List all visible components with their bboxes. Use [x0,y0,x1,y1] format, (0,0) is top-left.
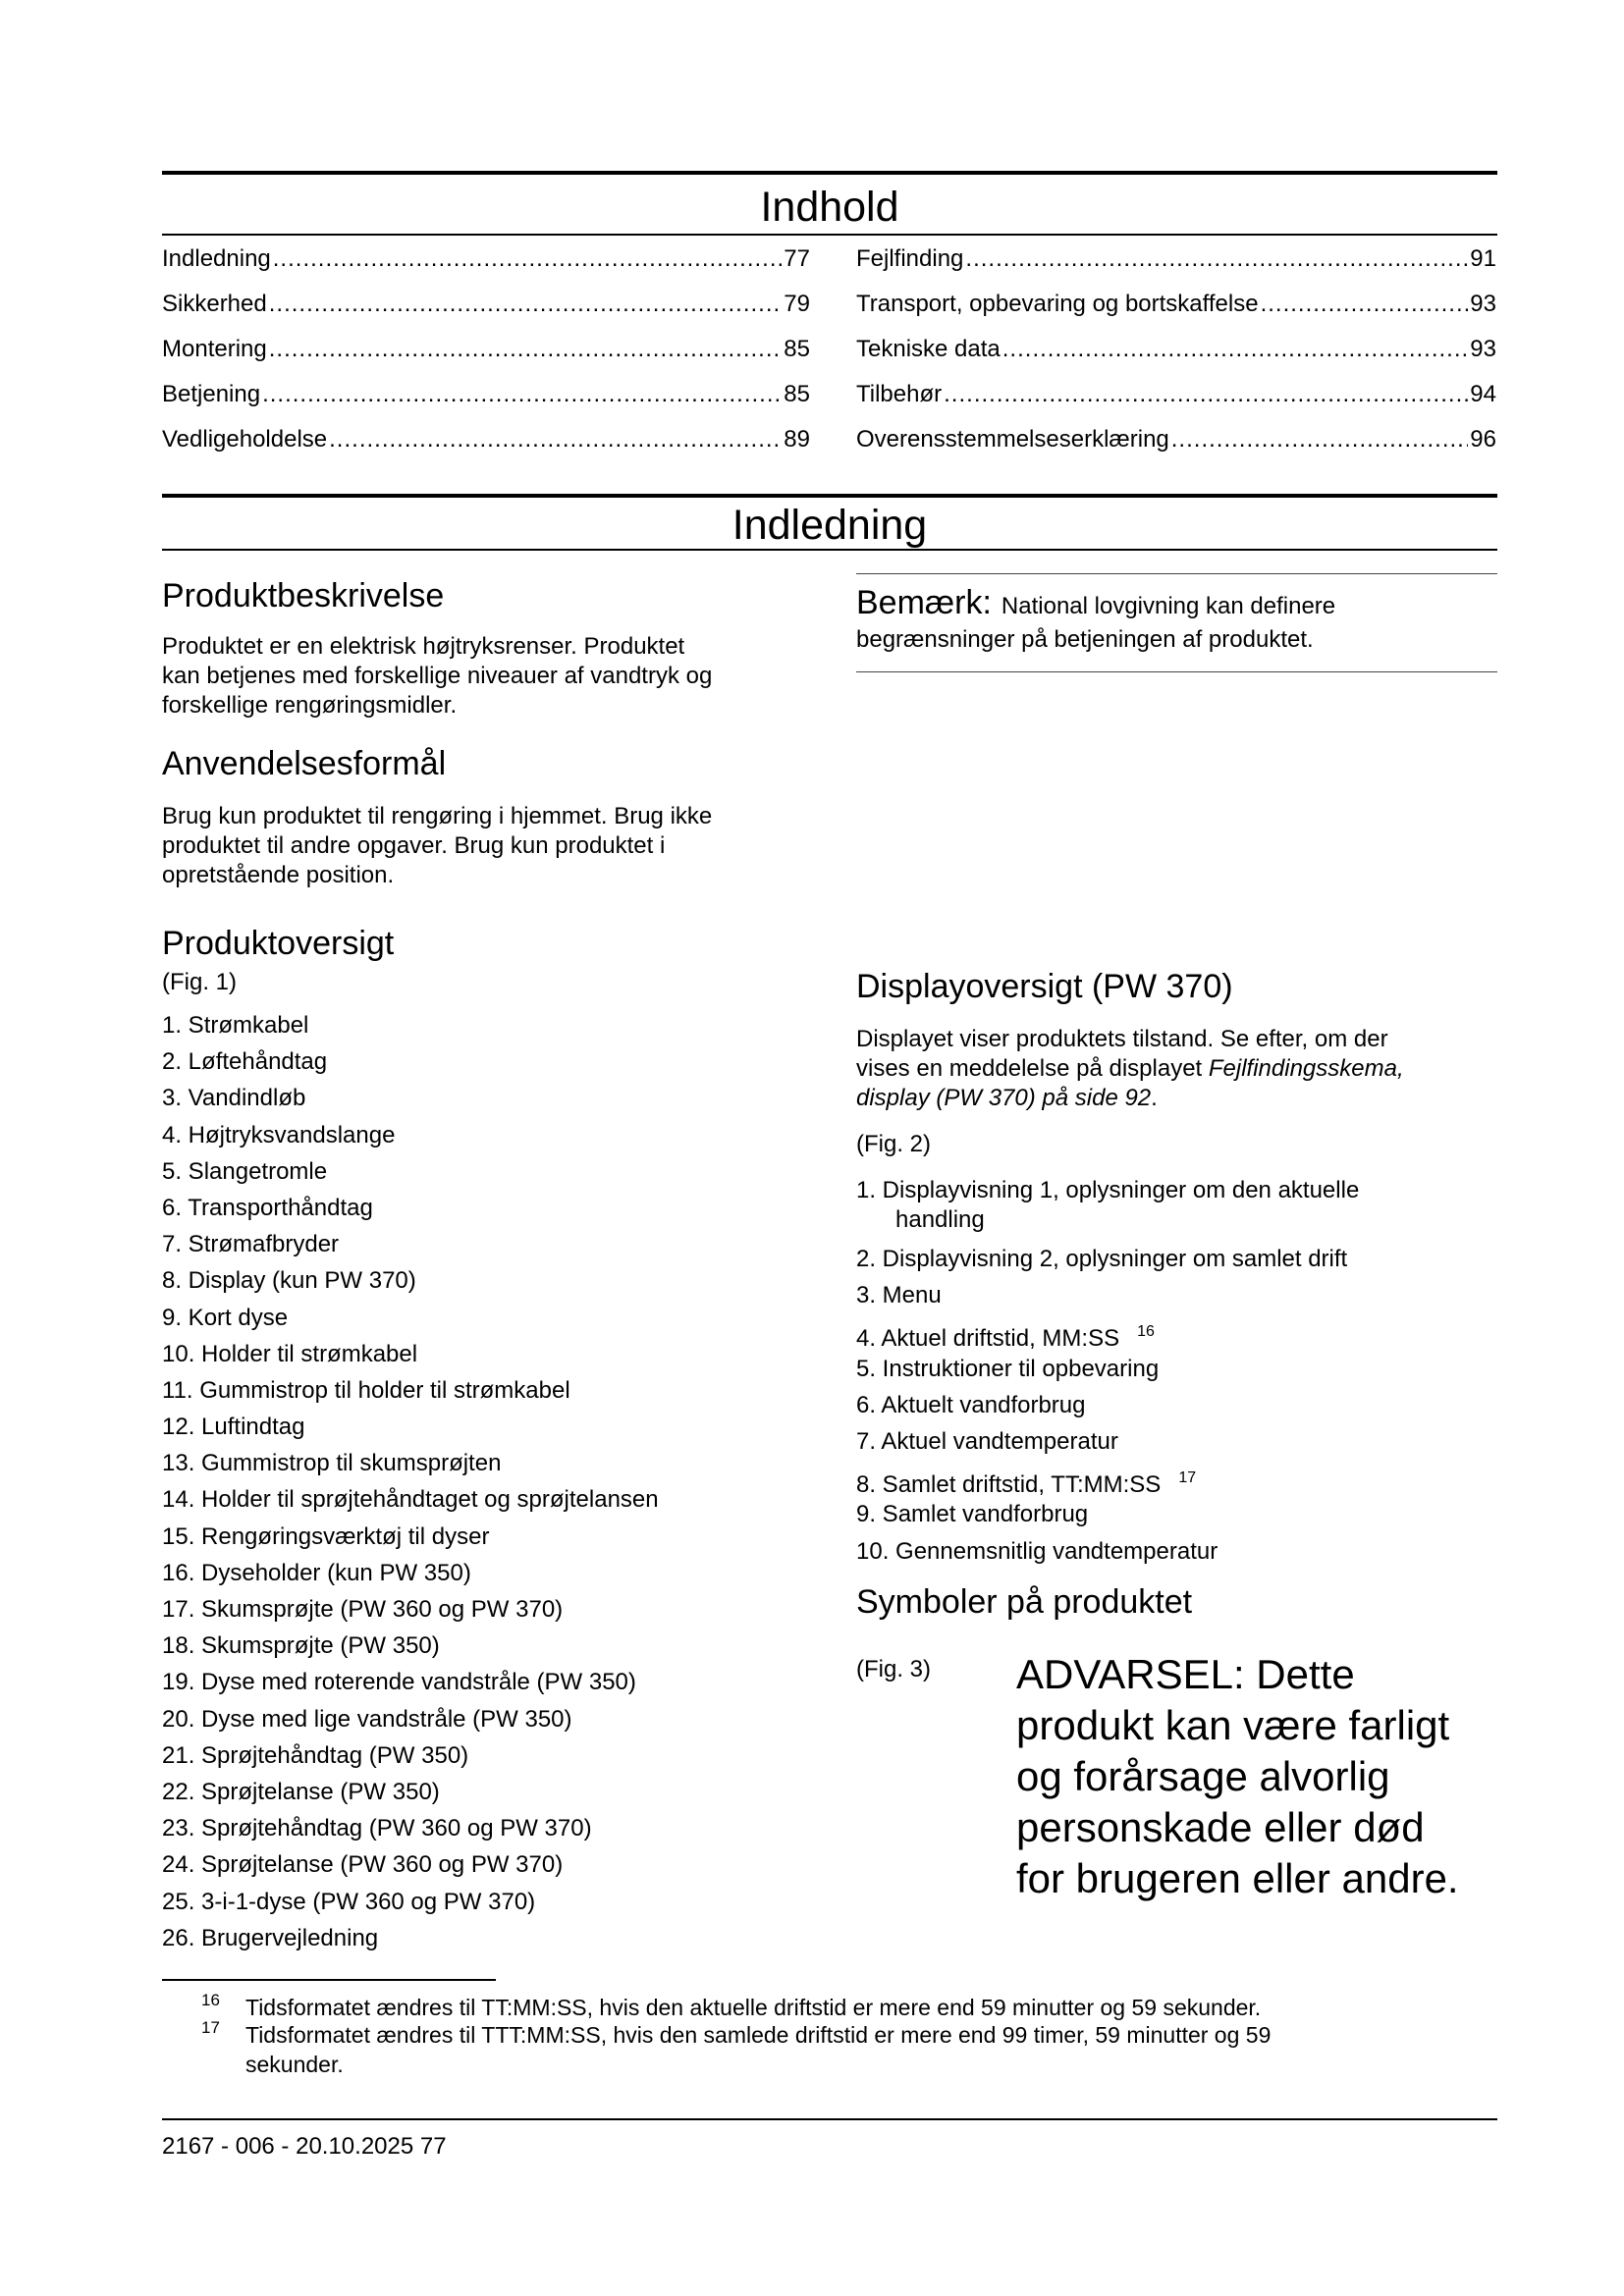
list-item: 4. Højtryksvandslange [162,1121,396,1148]
anvendelse-heading: Anvendelsesformål [162,745,447,782]
anvendelse-text: Brug kun produktet til rengøring i hjemmet. Brug ikke produktet til andre opgaver. Brug kun produktet i opretstående position. [162,803,713,888]
list-item: 2. Displayvisning 2, oplysninger om samlet drift [856,1246,1348,1272]
footer-text: 2167 - 006 - 20.10.2025 77 [162,2133,447,2160]
footnote-separator [162,1979,496,1981]
list-item: 5. Slangetromle [162,1157,328,1185]
list-item: 9. Samlet vandforbrug [856,1501,1089,1528]
list-item: 25. 3-i-1-dyse (PW 360 og PW 370) [162,1888,536,1915]
list-item: 3. Vandindløb [162,1085,306,1112]
list-item: 10. Holder til strømkabel [162,1340,418,1367]
list-item: 22. Sprøjtelanse (PW 350) [162,1778,440,1805]
list-item: 1. Strømkabel [162,1012,309,1039]
produktbeskrivelse-heading: Produktbeskrivelse [162,577,445,614]
list-item: 4. Aktuel driftstid, MM:SS $^{16}$ [856,1323,1155,1353]
footnote-number: 17 [201,2018,220,2037]
list-item: 6. Transporthåndtag [162,1194,373,1221]
list-item: 12. Luftindtag [162,1414,305,1441]
chapter-top-rule [162,494,1497,498]
list-item: 8. Samlet driftstid, TT:MM:SS $^{17}$ [856,1469,1197,1499]
toc-entry[interactable]: Indledning ..... 77 [162,245,810,291]
list-item: 20. Dyse med lige vandstråle (PW 350) [162,1705,572,1733]
list-item: 10. Gennemsnitlig vandtemperatur [856,1537,1218,1565]
toc-entry[interactable]: Vedligeholdelse ..... 89 [162,426,810,471]
toc-right-column [856,245,1496,471]
cross-reference-link[interactable]: Fejlfindingsskema, [1208,1055,1404,1082]
list-item: 7. Aktuel vandtemperatur [856,1427,1118,1455]
note-text-line1: National lovgivning kan definere [1001,593,1336,619]
toc-title-rule [162,234,1497,236]
list-item: 16. Dyseholder (kun PW 350) [162,1559,471,1586]
chapter-title: Indledning [731,502,928,549]
list-item: 14. Holder til sprøjtehåndtaget og sprøjtelansen [162,1486,659,1514]
footnote-number: 16 [201,1991,220,2009]
toc-entry[interactable]: Montering ..... 85 [162,336,810,381]
toc-left-column [162,245,810,471]
list-item: 8. Display (kun PW 370) [162,1267,416,1295]
toc-title: Indhold [760,184,899,231]
produktoversigt-fig-ref: (Fig. 1) [162,969,238,995]
produktoversigt-heading: Produktoversigt [162,925,395,962]
list-item: 15. Rengøringsværktøj til dyser [162,1522,490,1550]
toc-top-rule [162,171,1497,175]
footnote-ref-17[interactable]: 17 [1178,1469,1197,1487]
toc-entry[interactable]: Betjening ..... 85 [162,381,810,426]
list-item: 23. Sprøjtehåndtag (PW 360 og PW 370) [162,1815,592,1842]
toc-entry[interactable]: Transport, opbevaring og bortskaffelse ..... 93 [856,291,1496,336]
note-bottom-rule [856,671,1497,672]
toc-entry[interactable]: Sikkerhed ..... 79 [162,291,810,336]
toc-entry[interactable]: Fejlfinding ..... 91 [856,245,1496,291]
toc-entry[interactable]: Overensstemmelseserklæring ..... 96 [856,426,1496,471]
produktoversigt-list [162,1011,659,1960]
symboler-heading: Symboler på produktet [856,1583,1193,1621]
list-item: 17. Skumsprøjte (PW 360 og PW 370) [162,1596,564,1623]
footnote-text: Tidsformatet ændres til TTT:MM:SS, hvis den samlede driftstid er mere end 99 timer, 59 minutter og 59 sekunder. [245,2022,1272,2077]
toc-entry[interactable]: Tekniske data ..... 93 [856,336,1496,381]
list-item: 26. Brugervejledning [162,1924,379,1951]
list-item: 9. Kort dyse [162,1304,289,1331]
footer-rule [162,2118,1497,2120]
warning-text: ADVARSEL: Dette produkt kan være farligt og forårsage alvorlig personskade eller død for brugeren eller andre. [1016,1651,1459,1901]
footnote-text: Tidsformatet ændres til TT:MM:SS, hvis den aktuelle driftstid er mere end 59 minutter og 59 sekunder. [245,1995,1262,2020]
list-item: 3. Menu [856,1282,942,1309]
list-item: 2. Løftehåndtag [162,1048,328,1076]
list-item: 5. Instruktioner til opbevaring [856,1355,1160,1382]
list-item: 24. Sprøjtelanse (PW 360 og PW 370) [162,1851,564,1879]
toc-entry[interactable]: Tilbehør ..... 94 [856,381,1496,426]
symboler-fig-ref: (Fig. 3) [856,1656,932,1682]
display-list-item-1: 1. Displayvisning 1, oplysninger om den aktuelle handling [856,1177,1360,1233]
displayoversigt-text: Displayet viser produktets tilstand. Se efter, om der vises en meddelelse på displayet Fejlfindingsskema, display (PW 370) på side 92. [856,1026,1404,1111]
displayoversigt-list [856,1245,1347,1574]
list-item: 21. Sprøjtehåndtag (PW 350) [162,1741,469,1769]
chapter-title-rule [162,549,1497,551]
list-item: 18. Skumsprøjte (PW 350) [162,1632,440,1660]
list-item: 19. Dyse med roterende vandstråle (PW 350) [162,1669,636,1696]
footnote-ref-16[interactable]: 16 [1137,1323,1155,1341]
note-text-line2: begrænsninger på betjeningen af produktet. [856,626,1314,653]
list-item: 7. Strømafbryder [162,1231,340,1258]
cross-reference-link-cont[interactable]: display (PW 370) på side 92 [856,1085,1152,1111]
note-top-rule [856,573,1497,574]
list-item: 6. Aktuelt vandforbrug [856,1391,1086,1418]
list-item: 13. Gummistrop til skumsprøjten [162,1450,502,1477]
list-item: 11. Gummistrop til holder til strømkabel [162,1376,570,1404]
displayoversigt-heading: Displayoversigt (PW 370) [856,968,1233,1005]
note-box [856,583,1497,655]
note-label: Bemærk: [856,584,992,621]
produktbeskrivelse-text: Produktet er en elektrisk højtryksrenser. Produktet kan betjenes med forskellige niveauer af vandtryk og forskellige rengøringsmidler. [162,633,713,719]
displayoversigt-fig-ref: (Fig. 2) [856,1131,932,1157]
